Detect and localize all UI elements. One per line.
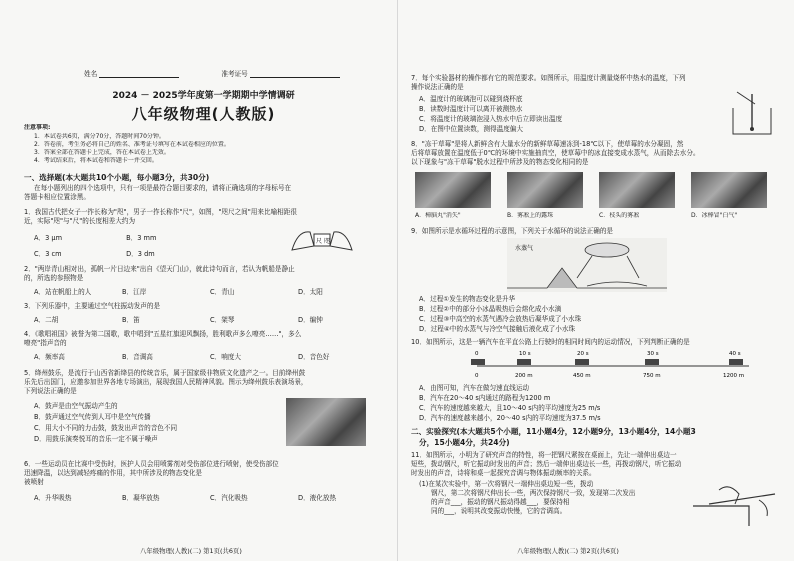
note-item: 3．答案全部在答题卡上完成，答在本试卷上无效。 [34, 149, 170, 156]
q6-stem: 6．一些运动员在比赛中受伤时，医护人员会用喷雾剂对受伤部位进行喷射，使受伤部位 [24, 460, 279, 468]
q5-drum-photo [286, 398, 366, 446]
student-info-line [24, 70, 383, 78]
q4-stem: 嘹亮"指声音的 [24, 339, 67, 347]
q1-option-c[interactable]: C．3 cm [34, 250, 62, 258]
q10-option-c[interactable]: C．汽车的速度越来越大，且10～40 s内的平均速度为25 m/s [419, 404, 601, 412]
q10-car-3 [645, 359, 659, 365]
section1-instruction: 答题卡相应位置涂黑。 [24, 193, 90, 201]
q8-photo-a [415, 172, 491, 208]
q8-captions [415, 212, 782, 219]
q2-option-a[interactable]: A．站在帆船上的人 [34, 288, 92, 296]
q7-option-d[interactable]: D．在图中位置读数，测得温度偏大 [419, 125, 523, 133]
q10-time-label: 10 s [519, 351, 531, 357]
q2-option-c[interactable]: C．青山 [210, 288, 235, 296]
name-label: 姓名 [84, 70, 98, 78]
section1-heading: 一、选择题(本大题共10个小题，每小题3分，共30分) [24, 173, 210, 182]
q11-part1-blank[interactable]: 同的___，说明其改变振动快慢，它的音调高。 [431, 507, 567, 515]
section2-heading: 分，15小题4分，共24分) [419, 438, 510, 447]
q10-dist-label: 750 m [643, 373, 661, 379]
q10-time-label: 0 [475, 351, 479, 357]
q9-option-a[interactable]: A．过程①发生的物态变化是升华 [419, 295, 516, 303]
q10-dist-label: 200 m [515, 373, 533, 379]
q8-photo-d [691, 172, 767, 208]
q3-option-a[interactable]: A．二胡 [34, 316, 59, 324]
q6-option-b[interactable]: B．凝华放热 [122, 494, 160, 502]
q5-option-b[interactable]: B．鼓声通过空气传到人耳中是空气传播 [34, 413, 151, 421]
q11-part1-blank[interactable]: 的声音___，振动的钢尺振动得越___，要保持相 [431, 498, 570, 506]
q2-options [34, 288, 383, 296]
q10-option-a[interactable]: A．由图可知，汽车在做匀速直线运动 [419, 384, 530, 392]
q7-option-c[interactable]: C．将温度计的玻璃泡浸入热水中后立即读出温度 [419, 115, 563, 123]
note-item: 2．答卷前，考生务必将自己的姓名、准考证号填写在本试卷相应的位置。 [34, 141, 230, 148]
main-title: 八年级物理(人教版) [131, 105, 276, 123]
q6-option-d[interactable]: D．液化放热 [298, 494, 337, 502]
exam-no-field[interactable] [250, 70, 340, 78]
q3-option-d[interactable]: D．编钟 [298, 316, 323, 324]
q10-dist-label: 1200 m [723, 373, 745, 379]
section2-heading: 二、实验探究(本大题共5个小题，11小题4分，12小题9分，13小题4分，14小题3 [411, 427, 696, 436]
q4-options [34, 353, 383, 361]
q8-option-c[interactable]: C．枝头的雾凇 [599, 212, 640, 219]
q10-car-1 [517, 359, 531, 365]
q10-dist-label: 0 [475, 373, 479, 379]
q3-option-c[interactable]: C．架琴 [210, 316, 235, 324]
q2-option-b[interactable]: B．江岸 [122, 288, 147, 296]
q10-option-d[interactable]: D．汽车的速度越来越小，20～40 s内的平均速度为37.5 m/s [419, 414, 601, 422]
q10-time-label: 30 s [647, 351, 659, 357]
q2-option-d[interactable]: D．太阳 [298, 288, 323, 296]
q7-stem: 7．每个实验器材的操作都有它的规范要求。如图所示，用温度计测量烧杯中热水的温度，下列 [411, 74, 686, 82]
q1-hands-figure [288, 224, 356, 258]
q8-photo-c [599, 172, 675, 208]
q5-option-a[interactable]: A．鼓声是由空气振动产生的 [34, 402, 118, 410]
q10-time-label: 40 s [729, 351, 741, 357]
q2-stem: 的，所选的参照物是 [24, 274, 84, 282]
exam-no-label: 准考证号 [221, 70, 248, 78]
q4-option-a[interactable]: A．频率高 [34, 353, 65, 361]
name-field[interactable] [99, 70, 179, 78]
q4-option-b[interactable]: B．音调高 [122, 353, 153, 361]
footer-right: 八年级物理(人教)(二) 第2页(共6页) [517, 547, 619, 555]
q11-stem: 短些，拨动钢尺，听它振动时发出的声音；然后一端伸出桌边长一些，再拨动钢尺，听它振动 [411, 460, 682, 468]
q10-stem: 10．如图所示，这是一辆汽车在平直公路上行驶时的相同时间内的运动情况，下列判断正确的是 [411, 338, 690, 346]
q5-stem: 乐先后出国门，应邀参加世界各地专场演出，展现我国人民精神风貌。图示为绛州鼓乐表演场景， [24, 378, 308, 386]
q8-stem: 后将草莓放置在温度低于0℃的环境中实施抽真空，使草莓中的冰直接变成水蒸气，从而除去水分。 [411, 149, 700, 157]
q6-stem: 被喷射 [24, 478, 44, 486]
q7-stem: 操作说法正确的是 [411, 83, 464, 91]
q2-stem: 2．"两岸青山相对出，孤帆一片日边来"出自《望天门山》，就此诗句而言，若认为帆船是静止 [24, 265, 295, 273]
q8-stem: 8．"冻干草莓"是将人新鲜含有大量水分的新鲜草莓速冻到-18℃以下，使草莓的水分凝固，然 [411, 140, 684, 148]
q10-motion-figure [467, 346, 757, 380]
q11-ruler-figure [689, 476, 781, 528]
q10-car-0 [471, 359, 485, 365]
note-item: 1．本试卷共6页，满分70分，答题时间70分钟。 [34, 133, 165, 140]
q10-time-label: 20 s [577, 351, 589, 357]
q8-stem: 以下现象与"冻干草莓"脱水过程中所涉及的物态变化相同的是 [411, 158, 589, 166]
q7-option-b[interactable]: B．读数时温度计可以离开被测热水 [419, 105, 523, 113]
q6-options [34, 494, 383, 502]
q8-photo-b [507, 172, 583, 208]
q3-options [34, 316, 383, 324]
q10-car-4 [729, 359, 743, 365]
q11-part1: (1)在某次实验中，第一次将钢尺一端伸出桌边短一些，拨动 [419, 480, 594, 488]
q9-water-cycle-figure [507, 238, 667, 292]
q1-option-b[interactable]: B．3 mm [126, 234, 157, 242]
q11-stem: 11．如图所示，小明为了研究声音的特性，将一把钢尺紧按在桌面上，先让一端伸出桌边一 [411, 451, 677, 459]
q8-option-b[interactable]: B．雾凇上的露珠 [507, 212, 554, 219]
q4-option-c[interactable]: C．响度大 [210, 353, 241, 361]
q10-car-2 [575, 359, 589, 365]
q7-thermometer-figure [727, 88, 781, 138]
notes-heading: 注意事项: [24, 124, 51, 131]
q1-figure-label: 尺 咫 [316, 238, 330, 245]
section1-instruction: 在每小题列出的四个选项中，只有一项是最符合题目要求的，请将正确选项的字母标号在 [34, 184, 292, 192]
q1-option-a[interactable]: A．3 μm [34, 234, 63, 242]
q9-option-c[interactable]: C．过程③中高空的水蒸气遇冷会放热后凝华成了小水珠 [419, 315, 582, 323]
q1-stem: 近，实际"咫"与"尺"的长度相差大约为 [24, 217, 136, 225]
q11-part1: 钢尺，第二次将钢尺伸出长一些，两次保持钢尺一致，发现第二次发出 [431, 489, 636, 497]
q4-option-d[interactable]: D．音色好 [298, 353, 330, 361]
q4-stem: 4．《歌唱祖国》被誉为第二国歌，歌中唱到"五星红旗迎风飘扬，胜利歌声多么嘹亮……"，多么 [24, 330, 302, 338]
q6-option-c[interactable]: C．汽化吸热 [210, 494, 248, 502]
q3-option-b[interactable]: B．笛 [122, 316, 140, 324]
q9-stem: 9．如图所示是水循环过程的示意图，下列关于水循环的说法正确的是 [411, 227, 614, 235]
page-right [397, 0, 794, 561]
q9-option-b[interactable]: B．过程②中的部分小冰晶吸热后会熔化成小水滴 [419, 305, 562, 313]
q1-stem: 1．我国古代把女子一拃长称为"咫"，男子一拃长称作"尺"，如图，"咫尺之间"用来比喻相距很 [24, 208, 297, 216]
year-title: 2024 － 2025学年度第一学期期中学情调研 [112, 91, 295, 101]
q11-stem: 时发出的声音，诗将和桌一起探究音调与物体振动频率的关系。 [411, 469, 596, 477]
q5-stem: 下列说法正确的是 [24, 387, 77, 395]
q10-dist-label: 450 m [573, 373, 591, 379]
q8-option-d[interactable]: D．冰棒冒"白气" [691, 212, 738, 219]
q8-option-a[interactable]: A．樟脑丸"消失" [415, 212, 461, 219]
q1-option-d[interactable]: D．3 dm [126, 250, 155, 258]
q5-option-c[interactable]: C．用大小不同的力击鼓，鼓发出声音的音色不同 [34, 424, 178, 432]
q5-option-d[interactable]: D．用鼓乐演奏悦耳的音乐一定不属于噪声 [34, 435, 158, 443]
q5-stem: 5．绛州鼓乐，是流行于山西省新绛县的传统音乐，属于国家级非物质文化遗产之一。目前绛州鼓 [24, 369, 306, 377]
q7-option-a[interactable]: A．温度计的玻璃泡可以碰到烧杯底 [419, 95, 523, 103]
q3-stem: 3．下列乐器中，主要通过空气柱振动发声的是 [24, 302, 161, 310]
q10-option-b[interactable]: B．汽车在20～40 s内通过的路程为1200 m [419, 394, 551, 402]
footer-left: 八年级物理(人教)(二) 第1页(共6页) [140, 547, 242, 555]
note-item: 4．考试结束后，将本试卷和答题卡一并交回。 [34, 157, 158, 164]
q6-option-a[interactable]: A．升华吸热 [34, 494, 72, 502]
q6-stem: 迅速降温，以达到减轻疼痛的作用，其中所涉及的物态变化是 [24, 469, 203, 477]
q9-option-d[interactable]: D．过程④中的水蒸气与冷空气接触后液化成了小水珠 [419, 325, 576, 333]
q9-figure-label: 水蒸气 [515, 245, 534, 252]
